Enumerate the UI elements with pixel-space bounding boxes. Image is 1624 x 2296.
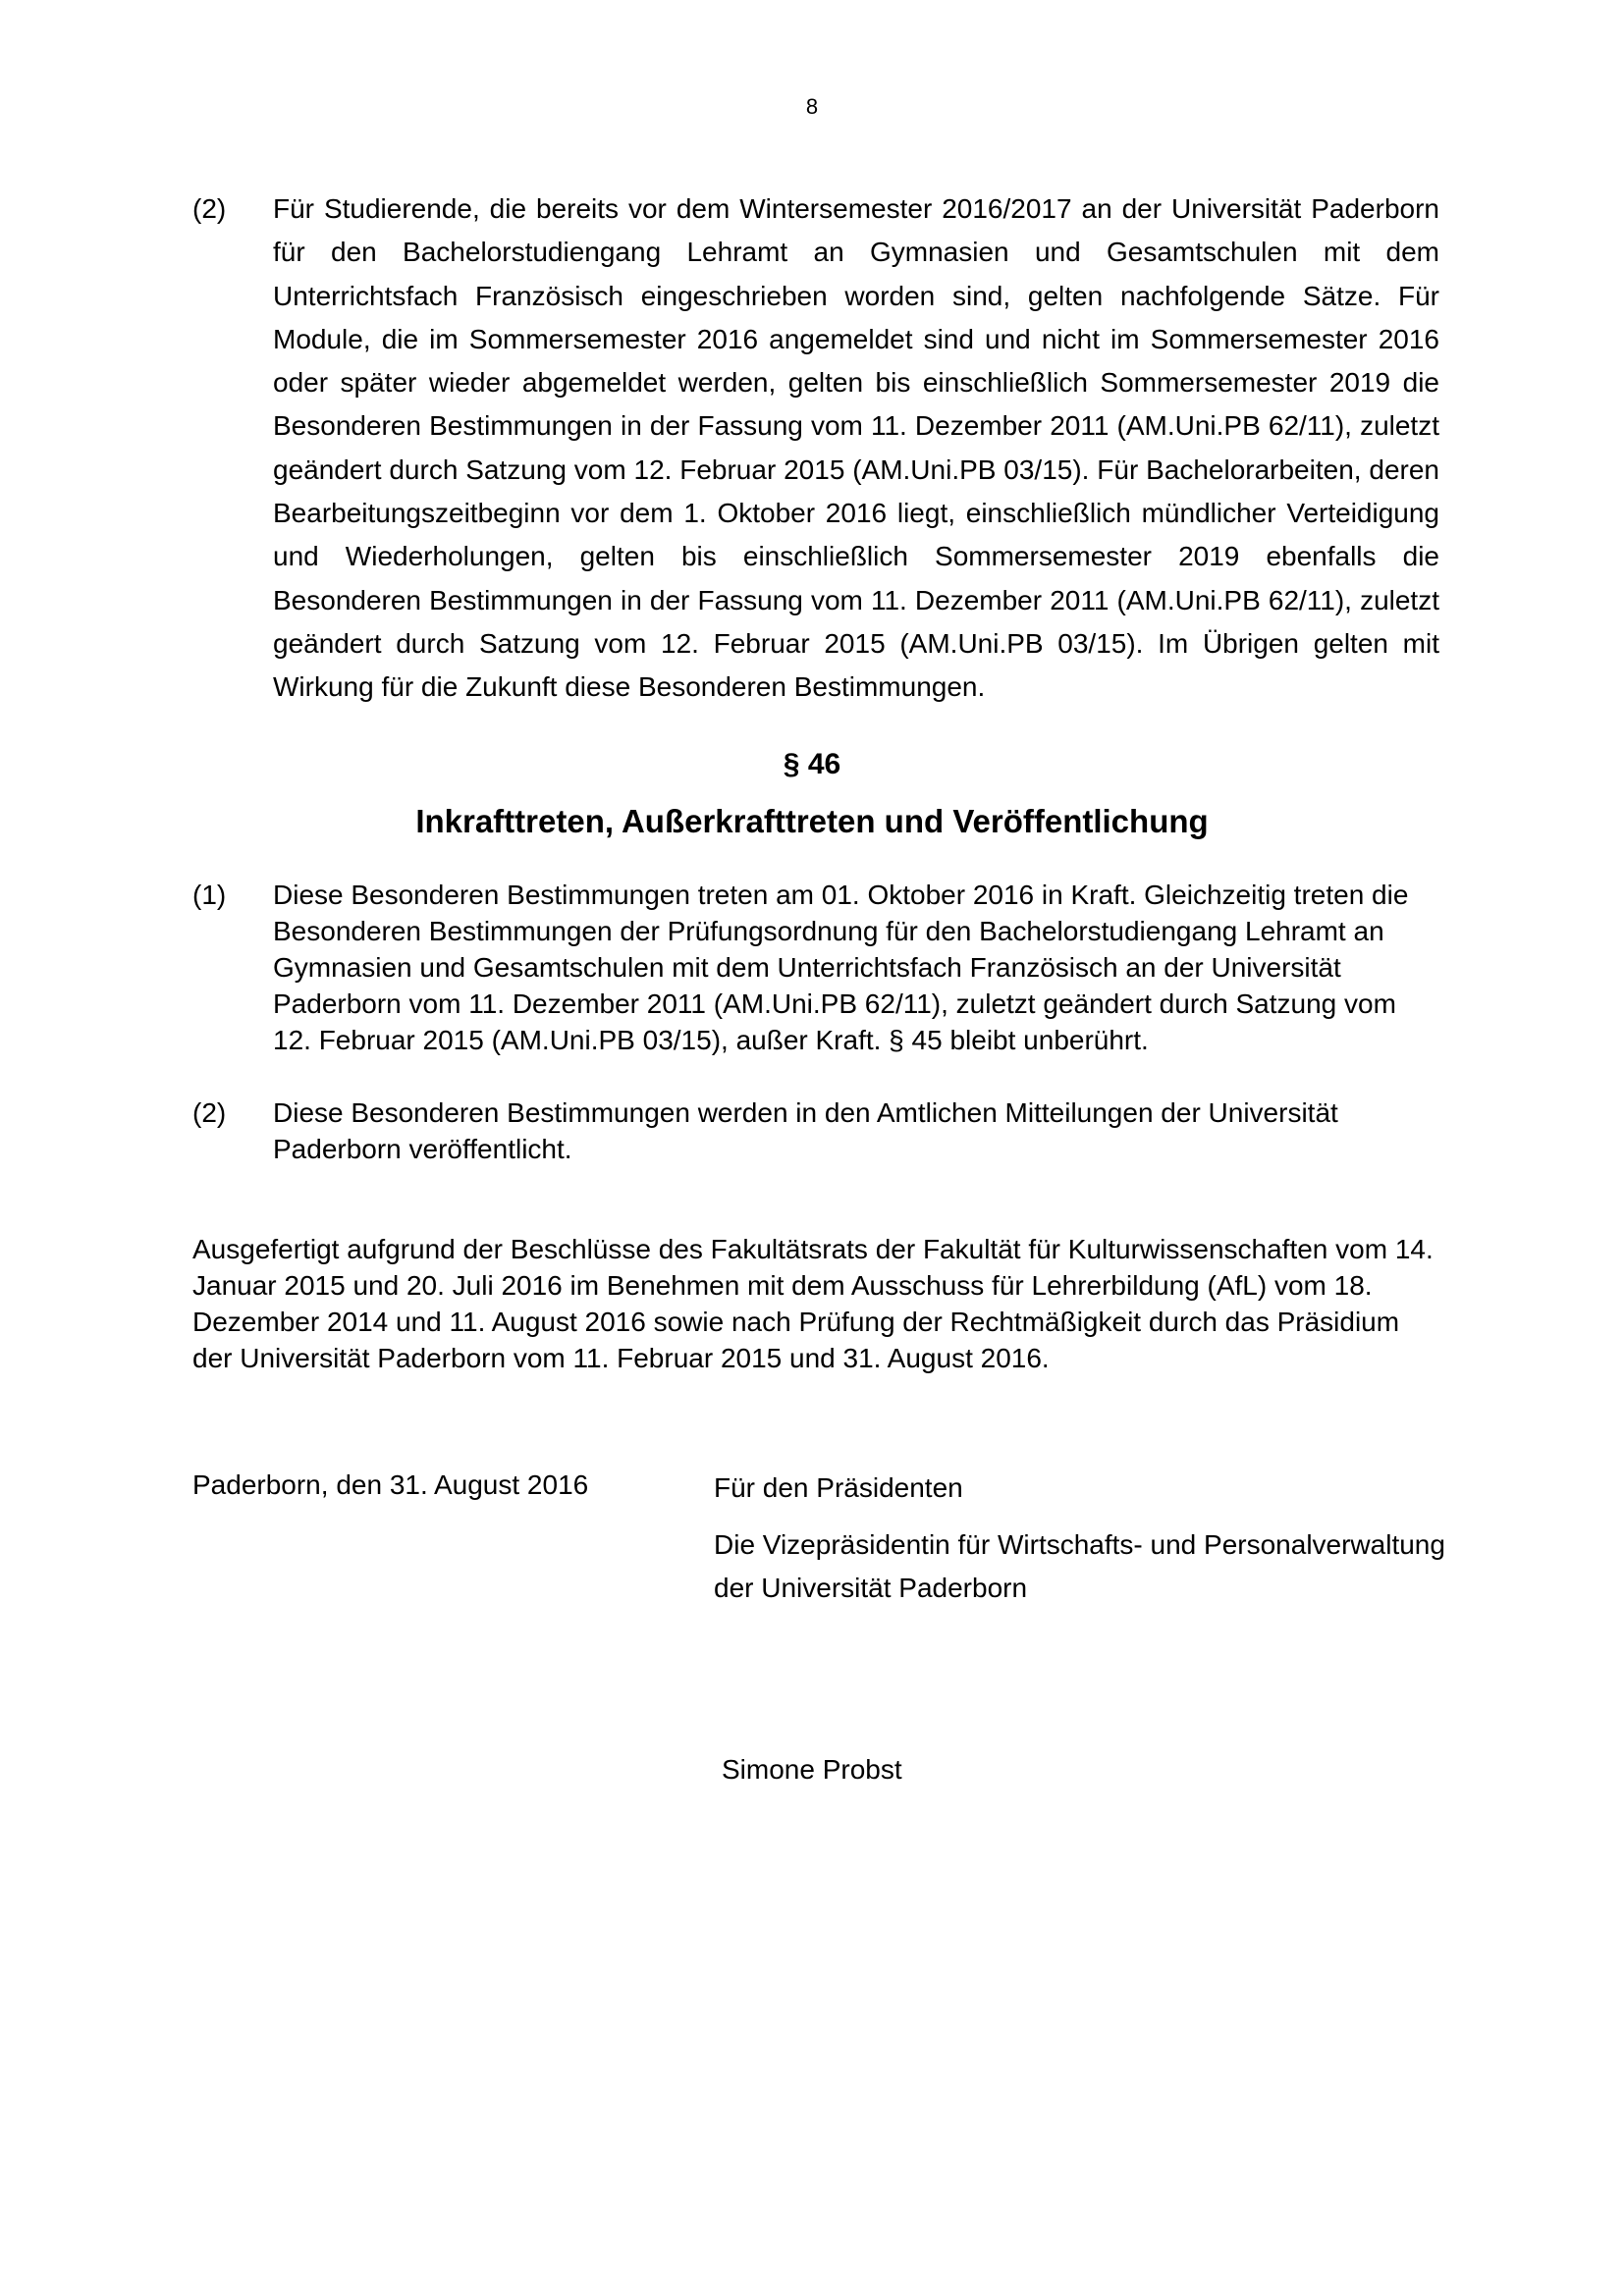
paragraph-text: Diese Besonderen Bestimmungen treten am 01. Oktober 2016 in Kraft. Gleichzeitig treten die Besonderen Bestimmungen der Prüfungsordnung für den Bachelorstudiengang Lehramt an Gymnasien und Gesamtschulen mit dem Unterrichtsfach Französisch an der Universität Paderborn vom 11. Dezember 2011 (AM.Uni.PB 62/11), zuletzt geändert durch Satzung vom 12. Februar 2015 (AM.Uni.PB 03/15), außer Kraft. § 45 bleibt unberührt. <box>273 880 1409 1055</box>
signature-role-line-2: der Universität Paderborn <box>714 1573 1028 1603</box>
section-title: Inkrafttreten, Außerkrafttreten und Veröffentlichung <box>415 803 1209 839</box>
paragraph-number: (2) <box>192 193 227 224</box>
transition-paragraph-2 <box>192 187 1439 710</box>
paragraph-number: (1) <box>192 880 227 910</box>
page-number: 8 <box>805 94 819 119</box>
signature-place-date: Paderborn, den 31. August 2016 <box>192 1469 589 1500</box>
signatory-name: Simone Probst <box>722 1754 902 1785</box>
section-paragraph-2 <box>192 1095 1439 1167</box>
paragraph-text: Für Studierende, die bereits vor dem Wintersemester 2016/2017 an der Universität Paderborn für den Bachelorstudiengang Lehramt an Gymnasien und Gesamtschulen mit dem Unterrichtsfach Französisch eingeschrieben worden sind, gelten nachfolgende Sätze. Für Module, die im Sommersemester 2016 angemeldet sind und nicht im Sommersemester 2016 oder später wieder abgemeldet werden, gelten bis einschließlich Sommersemester 2019 die Besonderen Bestimmungen in der Fassung vom 11. Dezember 2011 (AM.Uni.PB 62/11), zuletzt geändert durch Satzung vom 12. Februar 2015 (AM.Uni.PB 03/15). Für Bachelorarbeiten, deren Bearbeitungszeitbeginn vor dem 1. Oktober 2016 liegt, einschließlich mündlicher Verteidigung und Wiederholungen, gelten bis einschließlich Sommersemester 2019 ebenfalls die Besonderen Bestimmungen in der Fassung vom 11. Dezember 2011 (AM.Uni.PB 62/11), zuletzt geändert durch Satzung vom 12. Februar 2015 (AM.Uni.PB 03/15). Im Übrigen gelten mit Wirkung für die Zukunft diese Besonderen Bestimmungen. <box>273 193 1439 703</box>
section-paragraph-1 <box>192 877 1439 1058</box>
paragraph-number: (2) <box>192 1097 227 1128</box>
signature-role-line-1: Die Vizepräsidentin für Wirtschafts- und Personalverwaltung <box>714 1529 1445 1560</box>
signature-for-line: Für den Präsidenten <box>714 1472 963 1503</box>
closing-statement: Ausgefertigt aufgrund der Beschlüsse des Fakultätsrats der Fakultät für Kulturwissenschaften vom 14. Januar 2015 und 20. Juli 2016 im Benehmen mit dem Ausschuss für Lehrerbildung (AfL) vom 18. Dezember 2014 und 11. August 2016 sowie nach Prüfung der Rechtmäßigkeit durch das Präsidium der Universität Paderborn vom 11. Februar 2015 und 31. August 2016. <box>192 1234 1434 1373</box>
paragraph-text: Diese Besonderen Bestimmungen werden in den Amtlichen Mitteilungen der Universität Paderborn veröffentlicht. <box>273 1097 1338 1164</box>
section-number: § 46 <box>783 748 841 780</box>
signature-block <box>714 1467 1480 1610</box>
